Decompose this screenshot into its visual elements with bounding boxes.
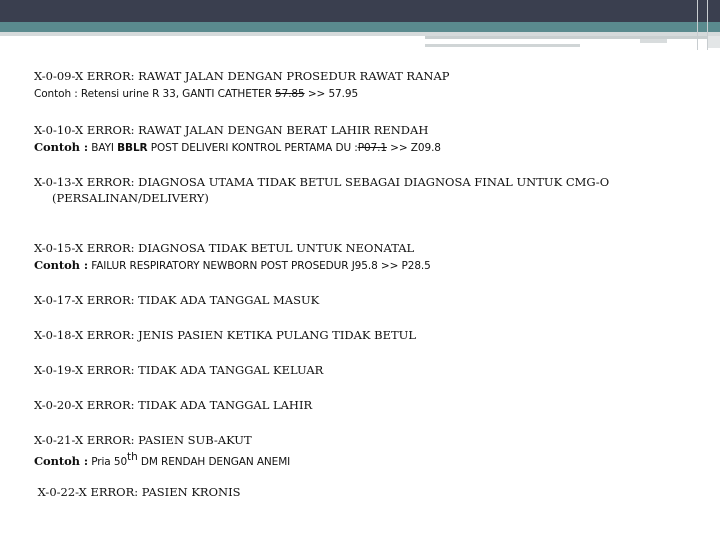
error-heading: X-0-15-X ERROR: DIAGNOSA TIDAK BETUL UNTUK NEONATAL <box>34 241 415 255</box>
error-entry <box>34 397 312 413</box>
error-heading: X-0-21-X ERROR: PASIEN SUB-AKUT <box>34 433 252 447</box>
example-label: Contoh : <box>34 140 88 154</box>
example-label: Contoh : <box>34 258 88 272</box>
example-text: FAILUR RESPIRATORY NEWBORN POST PROSEDUR J95.8 >> P28.5 <box>87 260 431 272</box>
example-text-cont: POST DELIVERI KONTROL PERTAMA DU : <box>147 142 358 154</box>
header-teal-band <box>0 22 720 32</box>
example-text-cont: DM RENDAH DENGAN ANEMI <box>137 455 291 468</box>
example-correction: >> Z09.8 <box>386 142 441 154</box>
error-heading-text: X-0-13-X ERROR: DIAGNOSA UTAMA TIDAK BETUL SEBAGAI DIAGNOSA FINAL UNTUK CMG-O <box>34 175 610 189</box>
error-heading: X-0-09-X ERROR: RAWAT JALAN DENGAN PROSEDUR RAWAT RANAP <box>34 69 450 83</box>
error-entry <box>34 240 431 275</box>
header-dark-band <box>0 0 720 22</box>
example-correction: >> 57.95 <box>304 88 359 100</box>
error-entry <box>34 432 290 471</box>
example-bold-term: BBLR <box>117 142 148 154</box>
error-entry <box>34 327 416 343</box>
example-line <box>34 138 441 157</box>
header-divider-line <box>697 0 698 50</box>
error-heading-continuation: (PERSALINAN/DELIVERY) <box>52 191 209 205</box>
example-superscript: th <box>127 451 138 463</box>
header-grey-stripe <box>425 36 720 39</box>
example-struck-code: 57.85 <box>275 88 305 100</box>
example-text: Pria 50 <box>87 455 128 468</box>
example-line <box>34 84 450 103</box>
example-line <box>34 448 290 471</box>
example-text: BAYI <box>87 142 118 154</box>
header-grey-accent <box>640 39 667 43</box>
error-entry <box>34 484 240 500</box>
error-heading: X-0-18-X ERROR: JENIS PASIEN KETIKA PULANG TIDAK BETUL <box>34 328 416 342</box>
error-heading: X-0-22-X ERROR: PASIEN KRONIS <box>34 485 241 499</box>
error-heading <box>34 174 609 206</box>
error-entry <box>34 68 450 103</box>
error-heading: X-0-20-X ERROR: TIDAK ADA TANGGAL LAHIR <box>34 398 313 412</box>
error-entry <box>34 292 319 308</box>
header-grey-stripe-short <box>425 44 580 47</box>
error-entry <box>34 174 609 206</box>
error-heading: X-0-17-X ERROR: TIDAK ADA TANGGAL MASUK <box>34 293 320 307</box>
example-line <box>34 256 431 275</box>
error-entry <box>34 362 323 378</box>
example-struck-code: P07.1 <box>357 142 387 154</box>
example-text: Retensi urine R 33, GANTI CATHETER <box>77 88 276 100</box>
example-label: Contoh : <box>34 453 88 468</box>
example-label: Contoh : <box>34 88 78 100</box>
error-heading: X-0-19-X ERROR: TIDAK ADA TANGGAL KELUAR <box>34 363 324 377</box>
error-entry <box>34 122 441 157</box>
error-heading: X-0-10-X ERROR: RAWAT JALAN DENGAN BERAT LAHIR RENDAH <box>34 123 429 137</box>
header-corner-box <box>708 36 720 48</box>
